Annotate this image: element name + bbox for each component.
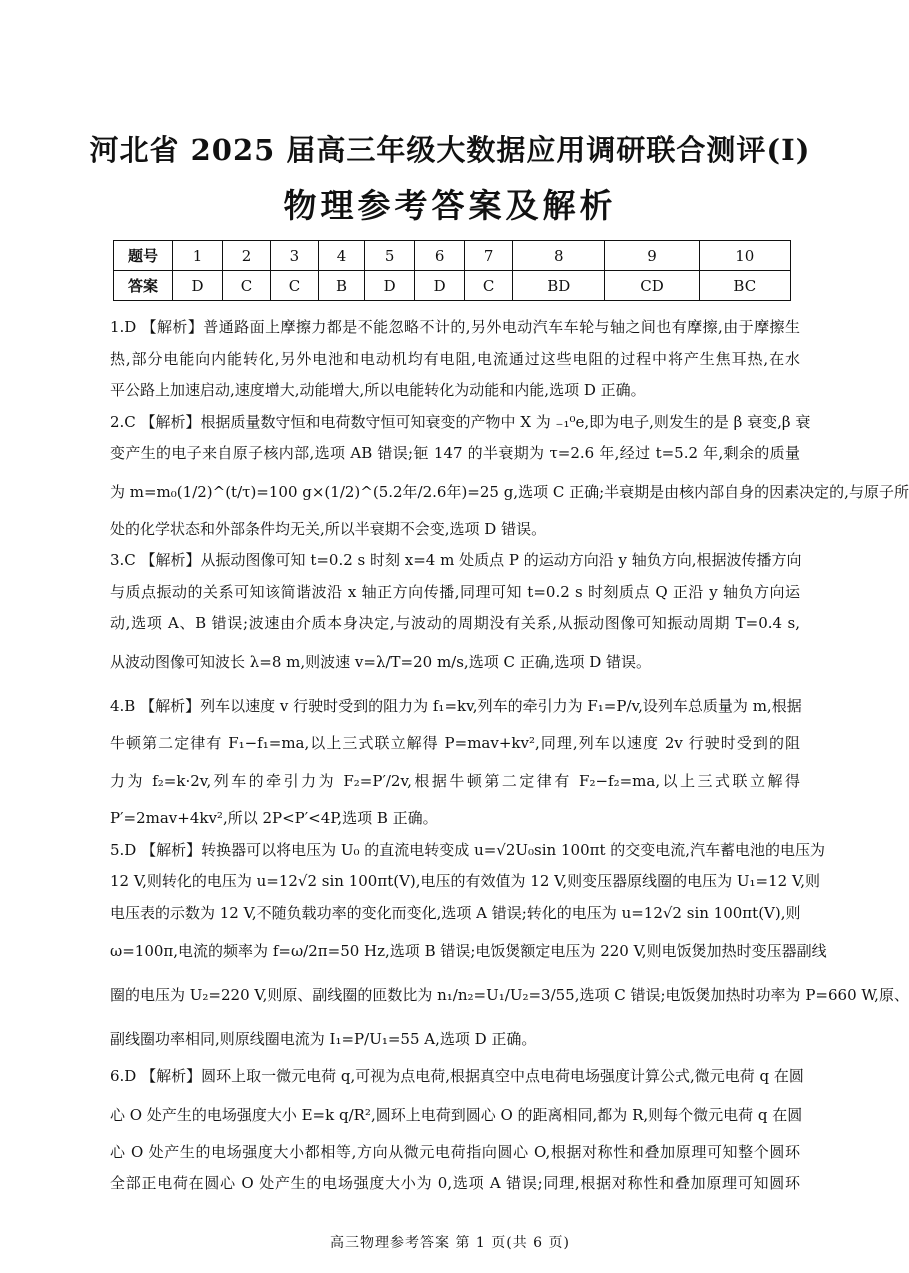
answer-cell: B (318, 271, 364, 301)
solution-line: 变产生的电子来自原子核内部,选项 AB 错误;钷 147 的半衰期为 τ=2.6 年,经过 t=5.2 年,剩余的质量 (110, 444, 800, 462)
document-subtitle: 物理参考答案及解析 (283, 186, 617, 225)
question-number-cell: 4 (318, 241, 364, 271)
question-number-cell: 8 (513, 241, 605, 271)
answer-cell: D (173, 271, 223, 301)
solution-line: 3.C 【解析】从振动图像可知 t=0.2 s 时刻 x=4 m 处质点 P 的运动方向沿 y 轴负方向,根据波传播方向 (110, 551, 802, 569)
table-header-cell: 题号 (114, 241, 173, 271)
solution-line: 与质点振动的关系可知该简谐波沿 x 轴正方向传播,同理可知 t=0.2 s 时刻质点 Q 正沿 y 轴负方向运 (110, 582, 800, 601)
solution-line: 电压表的示数为 12 V,不随负载功率的变化而变化,选项 A 错误;转化的电压为 u=12√2 sin 100πt(V),则 (110, 903, 801, 922)
table-header-cell: 答案 (114, 271, 173, 301)
answer-cell: BC (699, 271, 790, 301)
document-title: 河北省 2025 届高三年级大数据应用调研联合测评(Ⅰ) (89, 133, 811, 167)
solution-line: 牛顿第二定律有 F₁−f₁=ma,以上三式联立解得 P=mav+kv²,同理,列车以速度 2v 行驶时受到的阻 (110, 733, 800, 752)
solution-item (110, 835, 909, 1062)
solution-line: 心 O 处产生的电场强度大小 E=k q/R²,圆环上电荷到圆心 O 的距离相同,都为 R,则每个微元电荷 q 在圆 (110, 1105, 803, 1124)
solution-line: 为 m=m₀(1/2)^(t/τ)=100 g×(1/2)^(5.2年/2.6年)=25 g,选项 C 正确;半衰期是由核内部自身的因素决定的,与原子所 (110, 482, 909, 501)
question-number-cell: 2 (223, 241, 271, 271)
answer-cell: CD (605, 271, 699, 301)
solution-line: 圈的电压为 U₂=220 V,则原、副线圈的匝数比为 n₁/n₂=U₁/U₂=3/55,选项 C 错误;电饭煲加热时功率为 P=660 W,原、 (110, 986, 909, 1004)
question-number-cell: 10 (699, 241, 790, 271)
solution-line: 平公路上加速启动,速度增大,动能增大,所以电能转化为动能和内能,选项 D 正确。 (110, 381, 646, 399)
question-number-cell: 9 (605, 241, 699, 271)
answer-cell: D (365, 271, 415, 301)
solution-item (110, 1061, 804, 1200)
solution-line: 处的化学状态和外部条件均无关,所以半衰期不会变,选项 D 错误。 (110, 519, 547, 538)
solution-line: 热,部分电能向内能转化,另外电池和电动机均有电阻,电流通过这些电阻的过程中将产生焦耳热,在水 (110, 349, 800, 368)
solution-line: 从波动图像可知波长 λ=8 m,则波速 v=λ/T=20 m/s,选项 C 正确,选项 D 错误。 (110, 652, 652, 671)
solution-list (110, 312, 909, 1200)
solution-line: 2.C 【解析】根据质量数守恒和电荷数守恒可知衰变的产物中 X 为 ₋₁⁰e,即为电子,则发生的是 β 衰变,β 衰 (110, 412, 811, 431)
solution-line: 4.B 【解析】列车以速度 v 行驶时受到的阻力为 f₁=kv,列车的牵引力为 F₁=P/v,设列车总质量为 m,根据 (110, 696, 802, 715)
solution-line: 6.D 【解析】圆环上取一微元电荷 q,可视为点电荷,根据真空中点电荷电场强度计算公式,微元电荷 q 在圆 (110, 1067, 804, 1085)
solution-line: 动,选项 A、B 错误;波速由介质本身决定,与波动的周期没有关系,从振动图像可知振动周期 T=0.4 s, (110, 614, 800, 632)
solution-item (110, 684, 800, 835)
solution-line: 力为 f₂=k·2v,列车的牵引力为 F₂=P′/2v,根据牛顿第二定律有 F₂−f₂=ma,以上三式联立解得 (110, 772, 800, 790)
solution-line: P′=2mav+4kv²,所以 2P<P′<4P,选项 B 正确。 (110, 809, 438, 827)
answer-cell: BD (513, 271, 605, 301)
solution-line: ω=100π,电流的频率为 f=ω/2π=50 Hz,选项 B 错误;电饭煲额定电压为 220 V,则电饭煲加热时变压器副线 (110, 942, 827, 960)
question-number-cell: 5 (365, 241, 415, 271)
answer-cell: C (465, 271, 513, 301)
solution-item (110, 312, 800, 407)
page-footer: 高三物理参考答案 第 1 页(共 6 页) (330, 1235, 570, 1251)
question-number-cell: 3 (270, 241, 318, 271)
answer-cell: C (223, 271, 271, 301)
solution-line: 心 O 处产生的电场强度大小都相等,方向从微元电荷指向圆心 O,根据对称性和叠加原理可知整个圆环 (110, 1142, 800, 1161)
solution-line: 5.D 【解析】转换器可以将电压为 U₀ 的直流电转变成 u=√2U₀sin 100πt 的交变电流,汽车蓄电池的电压为 (110, 840, 826, 859)
answer-row (114, 271, 791, 301)
solution-line: 副线圈功率相同,则原线圈电流为 I₁=P/U₁=55 A,选项 D 正确。 (110, 1030, 537, 1048)
question-number-cell: 7 (465, 241, 513, 271)
answer-table (113, 240, 791, 301)
question-number-cell: 1 (173, 241, 223, 271)
solution-item (110, 407, 909, 546)
question-number-cell: 6 (415, 241, 465, 271)
answer-cell: C (270, 271, 318, 301)
solution-item (110, 545, 800, 684)
solution-line: 1.D 【解析】普通路面上摩擦力都是不能忽略不计的,另外电动汽车车轮与轴之间也有摩擦,由于摩擦生 (110, 318, 800, 336)
answer-cell: D (415, 271, 465, 301)
solution-line: 12 V,则转化的电压为 u=12√2 sin 100πt(V),电压的有效值为 12 V,则变压器原线圈的电压为 U₁=12 V,则 (110, 872, 820, 890)
question-number-row (114, 241, 791, 271)
solution-line: 全部正电荷在圆心 O 处产生的电场强度大小为 0,选项 A 错误;同理,根据对称性和叠加原理可知圆环 (110, 1174, 800, 1192)
